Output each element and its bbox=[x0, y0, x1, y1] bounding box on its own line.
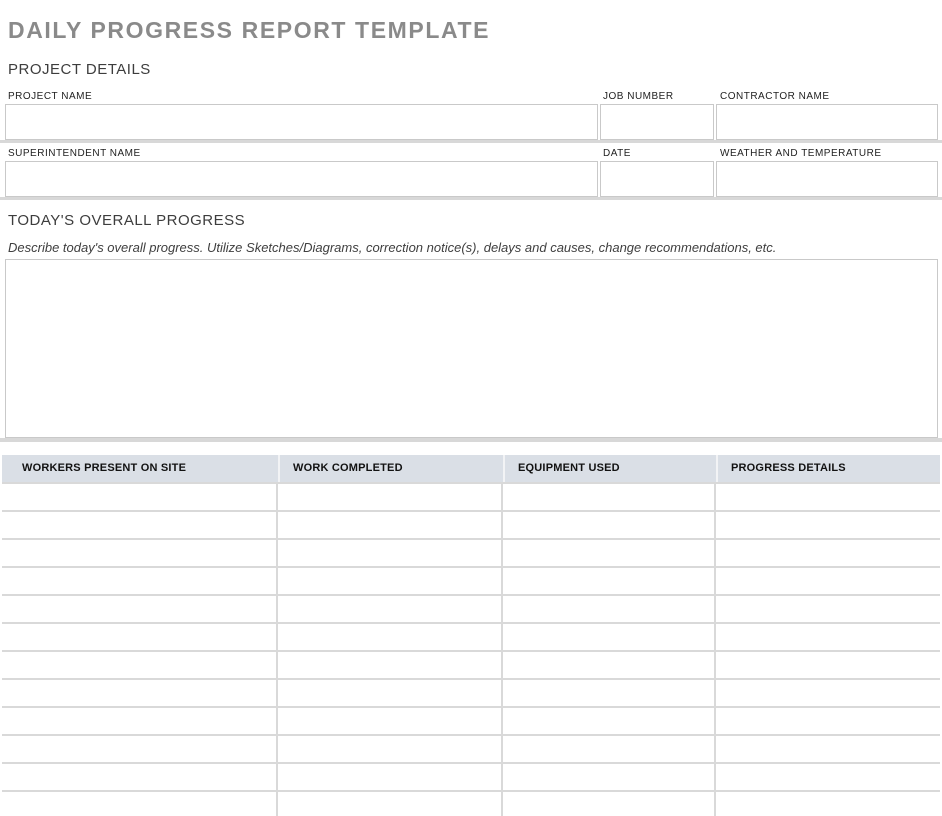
table-row bbox=[2, 678, 940, 706]
column-header-work-completed: WORK COMPLETED bbox=[278, 455, 503, 482]
table-cell[interactable] bbox=[503, 568, 716, 594]
table-cell[interactable] bbox=[2, 568, 278, 594]
table-cell[interactable] bbox=[278, 680, 503, 706]
table-cell[interactable] bbox=[278, 624, 503, 650]
table-cell[interactable] bbox=[503, 484, 716, 510]
column-header-workers-present: WORKERS PRESENT ON SITE bbox=[22, 462, 187, 474]
table-cell[interactable] bbox=[716, 764, 940, 790]
table-cell[interactable] bbox=[2, 540, 278, 566]
table-cell[interactable] bbox=[503, 624, 716, 650]
table-cell[interactable] bbox=[2, 652, 278, 678]
table-cell[interactable] bbox=[278, 512, 503, 538]
overall-progress-instructions: Describe today's overall progress. Utilize Sketches/Diagrams, correction notice(s), delays and causes, change recommendations, etc. bbox=[8, 240, 777, 255]
table-cell[interactable] bbox=[716, 596, 940, 622]
column-header-progress-details: PROGRESS DETAILS bbox=[716, 455, 940, 482]
table-cell[interactable] bbox=[2, 708, 278, 734]
table-row bbox=[2, 762, 940, 790]
progress-table-header bbox=[2, 455, 940, 482]
table-cell[interactable] bbox=[503, 680, 716, 706]
superintendent-name-input[interactable] bbox=[5, 161, 598, 197]
job-number-input[interactable] bbox=[600, 104, 714, 140]
section-divider bbox=[0, 140, 942, 143]
table-cell[interactable] bbox=[503, 512, 716, 538]
table-row bbox=[2, 622, 940, 650]
table-cell[interactable] bbox=[278, 652, 503, 678]
progress-table bbox=[2, 455, 940, 816]
table-cell[interactable] bbox=[716, 652, 940, 678]
table-row bbox=[2, 790, 940, 816]
superintendent-name-label: SUPERINTENDENT NAME bbox=[8, 148, 141, 159]
contractor-name-input[interactable] bbox=[716, 104, 938, 140]
table-cell[interactable] bbox=[2, 596, 278, 622]
progress-table-body bbox=[2, 482, 940, 816]
weather-temperature-label: WEATHER AND TEMPERATURE bbox=[720, 148, 882, 159]
table-cell[interactable] bbox=[503, 708, 716, 734]
table-cell[interactable] bbox=[716, 680, 940, 706]
table-cell[interactable] bbox=[2, 792, 278, 816]
table-cell[interactable] bbox=[2, 484, 278, 510]
project-name-label: PROJECT NAME bbox=[8, 91, 93, 102]
table-cell[interactable] bbox=[278, 792, 503, 816]
table-cell[interactable] bbox=[2, 624, 278, 650]
overall-progress-textarea[interactable] bbox=[5, 259, 938, 438]
date-input[interactable] bbox=[600, 161, 714, 197]
table-cell[interactable] bbox=[2, 512, 278, 538]
table-cell[interactable] bbox=[716, 708, 940, 734]
table-row bbox=[2, 650, 940, 678]
project-name-input[interactable] bbox=[5, 104, 598, 140]
overall-progress-heading: TODAY'S OVERALL PROGRESS bbox=[8, 212, 246, 229]
contractor-name-label: CONTRACTOR NAME bbox=[720, 91, 830, 102]
table-cell[interactable] bbox=[278, 708, 503, 734]
table-cell[interactable] bbox=[503, 736, 716, 762]
weather-temperature-input[interactable] bbox=[716, 161, 938, 197]
section-divider bbox=[0, 197, 942, 200]
table-row bbox=[2, 538, 940, 566]
table-cell[interactable] bbox=[716, 736, 940, 762]
page-title: DAILY PROGRESS REPORT TEMPLATE bbox=[8, 17, 491, 43]
table-row bbox=[2, 510, 940, 538]
table-cell[interactable] bbox=[2, 736, 278, 762]
table-cell[interactable] bbox=[278, 764, 503, 790]
table-cell[interactable] bbox=[716, 568, 940, 594]
table-cell[interactable] bbox=[716, 512, 940, 538]
table-row bbox=[2, 594, 940, 622]
table-cell[interactable] bbox=[503, 792, 716, 816]
table-cell[interactable] bbox=[503, 764, 716, 790]
table-cell[interactable] bbox=[278, 568, 503, 594]
table-cell[interactable] bbox=[503, 540, 716, 566]
column-header-equipment-used: EQUIPMENT USED bbox=[503, 455, 716, 482]
table-row bbox=[2, 706, 940, 734]
table-row bbox=[2, 482, 940, 510]
table-cell[interactable] bbox=[2, 680, 278, 706]
table-cell[interactable] bbox=[716, 540, 940, 566]
table-cell[interactable] bbox=[278, 484, 503, 510]
table-row bbox=[2, 734, 940, 762]
job-number-label: JOB NUMBER bbox=[603, 91, 674, 102]
section-divider bbox=[0, 438, 942, 442]
date-label: DATE bbox=[603, 148, 631, 159]
project-details-heading: PROJECT DETAILS bbox=[8, 61, 151, 78]
table-cell[interactable] bbox=[503, 596, 716, 622]
table-cell[interactable] bbox=[2, 764, 278, 790]
table-cell[interactable] bbox=[716, 792, 940, 816]
table-row bbox=[2, 566, 940, 594]
table-cell[interactable] bbox=[716, 624, 940, 650]
table-cell[interactable] bbox=[278, 736, 503, 762]
table-cell[interactable] bbox=[503, 652, 716, 678]
table-cell[interactable] bbox=[716, 484, 940, 510]
table-cell[interactable] bbox=[278, 540, 503, 566]
table-cell[interactable] bbox=[278, 596, 503, 622]
